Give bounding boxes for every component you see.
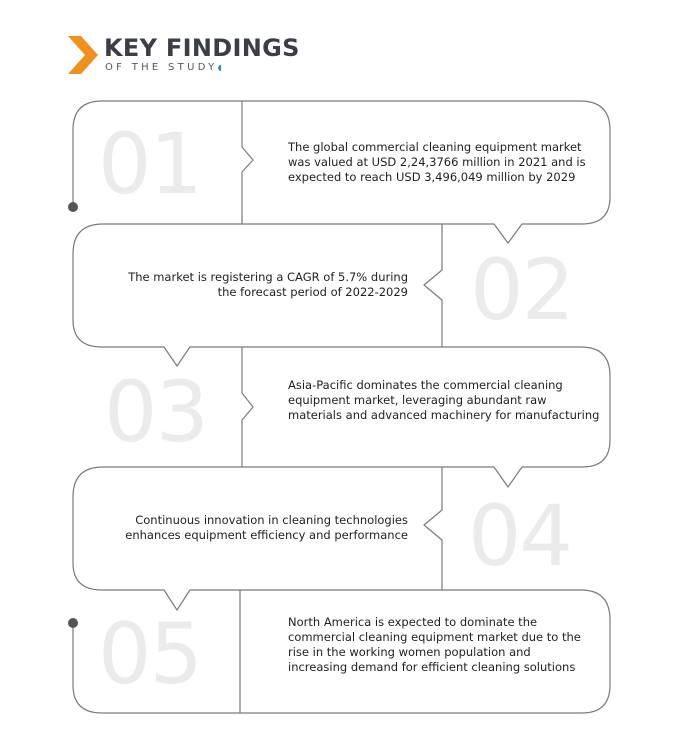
finding-number: 04 bbox=[468, 487, 571, 585]
finding-number: 05 bbox=[98, 605, 201, 703]
moon-icon: ◖ bbox=[217, 63, 222, 72]
divider-line bbox=[424, 467, 442, 590]
finding-text: The global commercial cleaning equipment market was valued at USD 2,24,3766 million in 2021 and is expected to reach USD 3,496,049 million by 2029 bbox=[288, 140, 586, 184]
timeline-dot bbox=[68, 618, 78, 628]
page-subtitle: OF THE STUDY◖ bbox=[105, 62, 222, 73]
divider-line bbox=[242, 101, 253, 224]
page-title: KEY FINDINGS bbox=[104, 34, 300, 62]
divider-line bbox=[424, 224, 442, 347]
finding-text: North America is expected to dominate the commercial cleaning equipment market due to the rise in the working women population and increasing demand for efficient cleaning solutions bbox=[288, 615, 581, 674]
finding-text: Continuous innovation in cleaning technologies enhances equipment efficiency and performance bbox=[125, 513, 408, 542]
finding-number: 01 bbox=[98, 115, 201, 213]
finding-number: 03 bbox=[104, 363, 207, 461]
finding-number: 02 bbox=[470, 241, 573, 339]
timeline-dot bbox=[68, 202, 78, 212]
divider-line bbox=[242, 347, 253, 467]
finding-text: Asia-Pacific dominates the commercial cleaning equipment market, leveraging abundant raw materials and advanced machinery for manufacturing bbox=[288, 378, 600, 422]
finding-text: The market is registering a CAGR of 5.7% during the forecast period of 2022-2029 bbox=[128, 270, 408, 299]
